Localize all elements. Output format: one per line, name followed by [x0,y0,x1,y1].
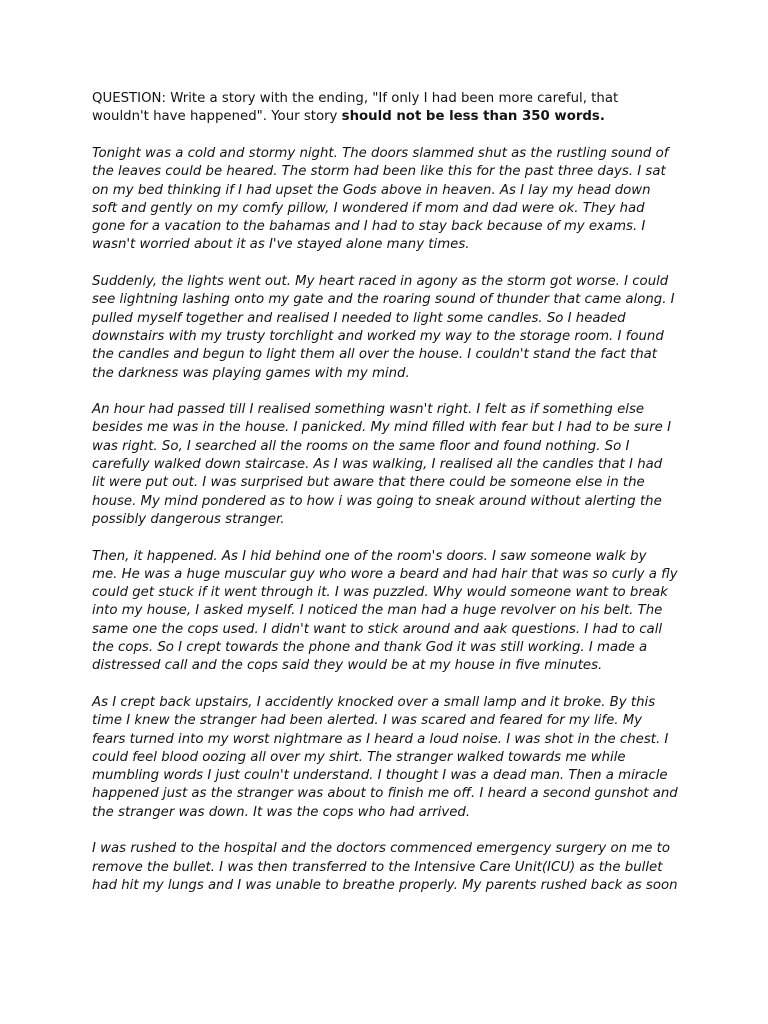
story-paragraph-6 [92,840,692,895]
text-line: on my bed thinking if I had upset the Gods above in heaven. As I lay my head down [92,182,651,198]
story-paragraph-4 [92,548,692,676]
text-line: had hit my lungs and I was unable to breathe properly. My parents rushed back as soon [92,877,678,893]
text-line: time I knew the stranger had been alerted. I was scared and feared for my life. My [92,713,643,729]
text-line: house. My mind pondered as to how i was going to sneak around without alerting the [92,493,662,509]
text-line: pulled myself together and realised I needed to light some candles. So I headed [92,310,626,326]
word-count-requirement: should not be less than 350 words. [341,109,605,125]
text-line: remove the bullet. I was then transferred to the Intensive Care Unit(ICU) as the bullet [92,859,663,875]
text-line: the stranger was down. It was the cops who had arrived. [92,804,471,820]
text-line: happened just as the stranger was about to finish me off. I heard a second gunshot and [92,786,678,802]
story-paragraph-3 [92,401,692,529]
text-line: me. He was a huge muscular guy who wore a beard and had hair that was so curly a fly [92,566,678,582]
story-paragraph-5 [92,694,692,822]
text-line: Tonight was a cold and stormy night. The doors slammed shut as the rustling sound of [92,146,669,161]
text-line: could feel blood oozing all over my shirt. The stranger walked towards me while [92,749,626,765]
story-body [92,145,692,913]
text-line: fears turned into my worst nightmare as I heard a loud noise. I was shot in the chest. I [92,731,669,747]
text-line: Suddenly, the lights went out. My heart raced in agony as the storm got worse. I could [92,274,669,290]
text-line: distressed call and the cops said they would be at my house in five minutes. [92,658,603,674]
text-line: the cops. So I crept towards the phone and thank God it was still working. I made a [92,640,648,656]
text-line: wasn't worried about it as I've stayed alone many times. [92,237,470,253]
question-line-2-text: wouldn't have happened". Your story [92,109,342,125]
text-line: lit were put out. I was surprised but aware that there could be someone else in the [92,475,645,491]
text-line: possibly dangerous stranger. [92,511,285,527]
text-line: the darkness was playing games with my mind. [92,365,410,381]
story-paragraph-2 [92,273,692,383]
story-paragraph-1 [92,145,692,255]
question-line-1: QUESTION: Write a story with the ending, "If only I had been more careful, that [92,91,619,106]
text-line: As I crept back upstairs, I accidently knocked over a small lamp and it broke. By this [92,694,656,710]
text-line: An hour had passed till I realised something wasn't right. I felt as if something else [92,402,645,418]
question-line-2 [92,108,692,126]
text-line: mumbling words I just couln't understand. I thought I was a dead man. Then a miracle [92,768,668,784]
text-line: could get stuck if it went through it. I was puzzled. Why would someone want to break [92,585,668,601]
text-line: carefully walked down staircase. As I was walking, I realised all the candles that I had [92,457,663,473]
text-line: into my house, I asked myself. I noticed the man had a huge revolver on his belt. The [92,603,663,619]
text-line: downstairs with my trusty torchlight and worked my way to the storage room. I found [92,328,664,344]
text-line: same one the cops used. I didn't want to stick around and aak questions. I had to call [92,621,663,637]
text-line: soft and gently on my comfy pillow, I wondered if mom and dad were ok. They had [92,200,645,216]
text-line: see lightning lashing onto my gate and the roaring sound of thunder that came along. I [92,292,675,308]
text-line: I was rushed to the hospital and the doctors commenced emergency surgery on me to [92,841,670,857]
text-line: was right. So, I searched all the rooms on the same floor and found nothing. So I [92,438,630,454]
text-line: gone for a vacation to the bahamas and I had to stay back because of my exams. I [92,219,646,235]
text-line: the leaves could be heared. The storm had been like this for the past three days. I sat [92,164,666,180]
question-block [92,90,692,127]
text-line: besides me was in the house. I panicked. My mind filled with fear but I had to be sure I [92,420,671,436]
text-line: the candles and begun to light them all over the house. I couldn't stand the fact that [92,347,658,363]
text-line: Then, it happened. As I hid behind one of the room's doors. I saw someone walk by [92,548,647,564]
